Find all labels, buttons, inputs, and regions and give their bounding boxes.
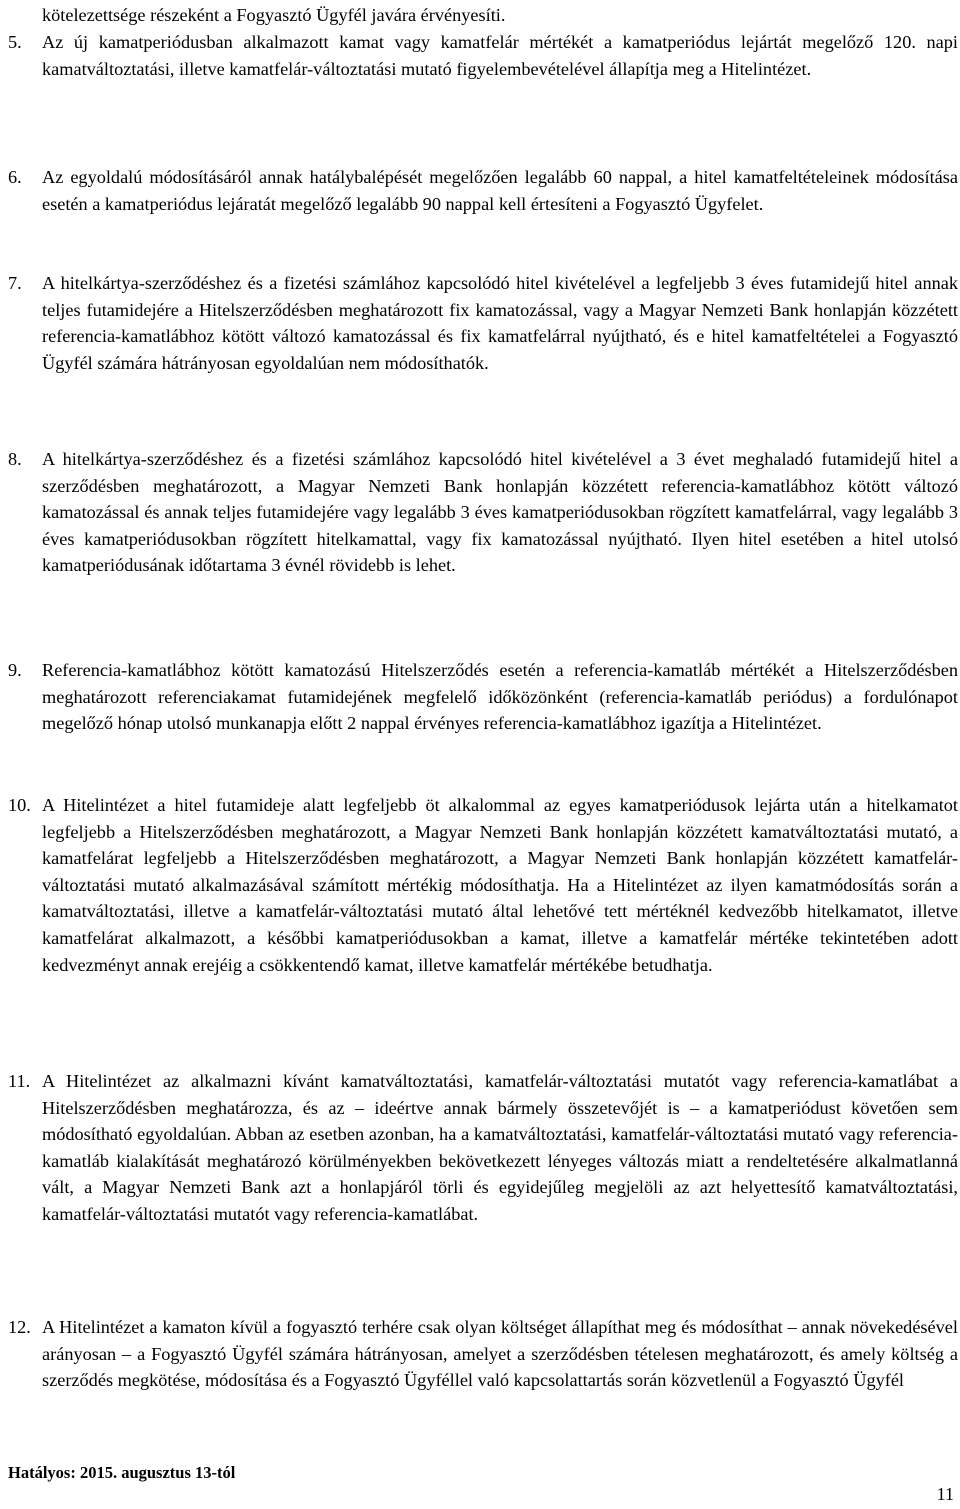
- item-text: A hitelkártya-szerződéshez és a fizetési számlához kapcsolódó hitel kivételével a legfeljebb 3 éves futamidejű hitel annak teljes futamidejére a Hitelszerződésben meghatározott fix kamatozással, vagy a Magyar Nemzeti Bank honlapján közzétett referencia-kamatlábhoz kötött változó kamatozással és fix kamatfelárral nyújtható, és e hitel kamatfeltételei a Fogyasztó Ügyfél számára hátrányosan egyoldalúan nem módosíthatók.: [42, 273, 958, 373]
- item-number: 5.: [8, 32, 22, 52]
- list-item: [8, 657, 958, 737]
- item-text: A Hitelintézet a hitel futamideje alatt legfeljebb öt alkalommal az egyes kamatperiódusok lejárta után a hitelkamatot legfeljebb a Hitelszerződésben meghatározott, a Magyar Nemzeti Bank honlapján közzétett kamatváltoztatási mutató, a kamatfelárat legfeljebb a Hitelszerződésben meghatározott, a Magyar Nemzeti Bank honlapján közzétett kamatfelár-változtatási mutató alkalmazásával számított mértékig módosíthatja. Ha a Hitelintézet az ilyen kamatmódosítás során a kamatváltoztatási, illetve a kamatfelár-változtatási mutató által lehetővé tett mértéknél kedvezőbb hitelkamatot, illetve kamatfelárat alkalmazott, a későbbi kamatperiódusokban a kamat, illetve a kamatfelár mértéke tekintetében adott kedvezményt annak erejéig a csökkentendő kamat, illetve kamatfelár mértékébe betudhatja.: [42, 795, 958, 975]
- list-item: [8, 164, 958, 217]
- intro-line: kötelezettsége részeként a Fogyasztó Ügyfél javára érvényesíti.: [42, 5, 506, 25]
- item-number: 9.: [8, 660, 22, 680]
- item-number: 10.: [8, 795, 31, 815]
- item-text: Az új kamatperiódusban alkalmazott kamat vagy kamatfelár mértékét a kamatperiódus lejártát megelőző 120. napi kamatváltoztatási, illetve kamatfelár-változtatási mutató figyelembevételével állapítja meg a Hitelintézet.: [42, 32, 958, 79]
- item-text: A Hitelintézet az alkalmazni kívánt kamatváltoztatási, kamatfelár-változtatási mutatót vagy referencia-kamatlábat a Hitelszerződésben meghatározza, és az – ideértve annak bármely összetevőjét is – a kamatperiódust követően sem módosítható egyoldalúan. Abban az esetben azonban, ha a kamatváltoztatási, kamatfelár-változtatási mutató vagy referencia-kamatláb kialakítását meghatározó körülményekben bekövetkezett lényeges változás miatt a rendeltetésére alkalmatlanná vált, a Magyar Nemzeti Bank azt a honlapjáról törli és egyidejűleg megjelöli az azt helyettesítő kamatváltoztatási, kamatfelár-változtatási mutatót vagy referencia-kamatlábat.: [42, 1071, 958, 1224]
- item-number: 7.: [8, 273, 22, 293]
- list-item: [8, 446, 958, 579]
- item-number: 6.: [8, 167, 22, 187]
- list-item: [8, 1314, 958, 1394]
- item-text: A hitelkártya-szerződéshez és a fizetési számlához kapcsolódó hitel kivételével a 3 évet meghaladó futamidejű hitel a szerződésben meghatározott, a Magyar Nemzeti Bank honlapján közzétett referencia-kamatlábhoz kötött változó kamatozással és annak teljes futamidejére vagy legalább 3 éves kamatperiódusokban rögzített kamatfelárral, vagy legalább 3 éves kamatperiódusokban rögzített hitelkamattal, vagy fix kamatozással nyújtható. Ilyen hitel esetében a hitel utolsó kamatperiódusának időtartama 3 évnél rövidebb is lehet.: [42, 449, 958, 576]
- item-text: Referencia-kamatlábhoz kötött kamatozású Hitelszerződés esetén a referencia-kamatláb mértékét a Hitelszerződésben meghatározott referenciakamat futamidejének megfelelő időközönként (referencia-kamatláb periódus) a fordulónapot megelőző hónap utolsó munkanapja előtt 2 nappal érvényes referencia-kamatlábhoz igazítja a Hitelintézet.: [42, 660, 958, 734]
- list-item: [8, 1068, 958, 1228]
- page-number: 11: [936, 1484, 954, 1504]
- list-item: [8, 270, 958, 376]
- item-text: A Hitelintézet a kamaton kívül a fogyasztó terhére csak olyan költséget állapíthat meg és módosíthat – annak növekedésével arányosan – a Fogyasztó Ügyfél számára hátrányosan, amelyet a szerződésben tételesen meghatározott, és amely költség a szerződés megkötése, módosítása és a Fogyasztó Ügyféllel való kapcsolattartás során közvetlenül a Fogyasztó Ügyfél: [42, 1317, 958, 1391]
- item-number: 8.: [8, 449, 22, 469]
- effective-date: Hatályos: 2015. augusztus 13-tól: [8, 1463, 236, 1482]
- item-number: 12.: [8, 1317, 31, 1337]
- item-number: 11.: [8, 1071, 31, 1091]
- list-item: [8, 792, 958, 978]
- item-text: Az egyoldalú módosításáról annak hatálybalépését megelőzően legalább 60 nappal, a hitel kamatfeltételeinek módosítása esetén a kamatperiódus lejáratát megelőző legalább 90 nappal kell értesíteni a Fogyasztó Ügyfelet.: [42, 167, 958, 214]
- list-item: [8, 29, 958, 82]
